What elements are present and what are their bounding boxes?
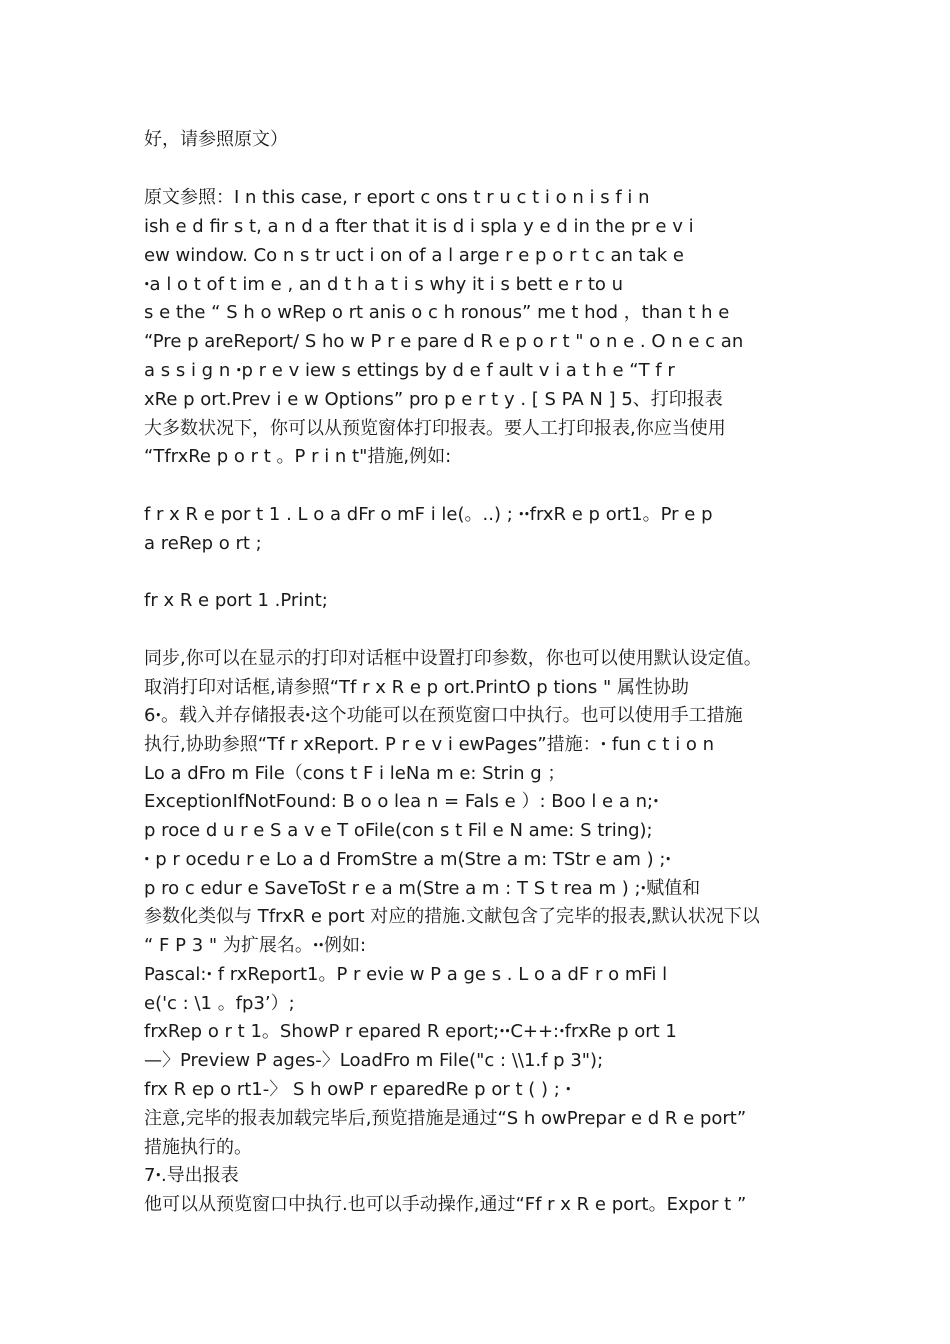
text-line: fr x R e port 1 .Print; — [144, 590, 328, 611]
text-line: —〉Preview P ages-〉LoadFro m File("c : \\1.f p 3"); — [144, 1050, 604, 1071]
text-line: f r x R e por t 1 . L o a dFr o mF i le(。..) ; ꞏꞏfrxR e p ort1。Pr e p — [144, 504, 713, 525]
text-line: a reRep o rt ; — [144, 533, 262, 554]
text-line: 同步,你可以在显示的打印对话框中设置打印参数，你也可以使用默认设定值。 — [144, 648, 762, 669]
text-line: ꞏ p r ocedu r e Lo a d FromStre a m(Stre a m: TStr e am ) ;ꞏ — [144, 849, 671, 870]
text-line: a s s i g n ꞏp r e v iew s ettings by d e f ault v i a t h e “T f r — [144, 360, 675, 381]
text-line: ew window. Co n s tr uct i on of a l arge r e p o r t c an tak e — [144, 245, 684, 266]
text-line: 大多数状况下，你可以从预览窗体打印报表。要人工打印报表,你应当使用 — [144, 418, 726, 439]
text-line: frxRep o r t 1。ShowP r epared R eport;ꞏꞏC++:ꞏfrxRe p ort 1 — [144, 1021, 677, 1042]
text-line: 原文参照：I n this case, r eport c ons t r u c t i o n i s f i n — [144, 187, 650, 208]
text-line: 执行,协助参照“Tf r xReport. P r e v i ewPages”措施：ꞏ fun c t i o n — [144, 734, 715, 755]
text-line: frx R ep o rt1-〉 S h owP r eparedRe p or t ( ) ; ꞏ — [144, 1079, 572, 1100]
text-line: p ro c edur e SaveToSt r e a m(Stre a m : T S t rea m ) ;ꞏ赋值和 — [144, 878, 701, 899]
text-line: p roce d u r e S a v e T oFile(con s t Fil e N ame: S tring); — [144, 820, 653, 841]
text-line: “Pre p areReport/ S ho w P r e pare d R e p o r t " o n e . O n e c an — [144, 331, 744, 352]
text-line: ish e d fir s t, a n d a fter that it is d i spla y e d in the pr e v i — [144, 216, 694, 237]
text-line: 取消打印对话框,请参照“Tf r x R e p ort.PrintO p tions " 属性协助 — [144, 677, 689, 698]
text-line: 措施执行的。 — [144, 1137, 252, 1158]
text-line: 他可以从预览窗口中执行.也可以手动操作,通过“Ff r x R e port。Expor t ” — [144, 1194, 747, 1215]
text-line: “TfrxRe p o r t 。P r i n t"措施,例如: — [144, 446, 452, 467]
text-line: 好，请参照原文） — [144, 129, 288, 150]
text-line: 7ꞏ.导出报表 — [144, 1165, 239, 1186]
text-line: 参数化类似与 TfrxR e port 对应的措施.文献包含了完毕的报表,默认状况下以 — [144, 906, 760, 927]
text-line: ExceptionIfNotFound: B o o lea n = Fals e ）: Boo l e a n;ꞏ — [144, 791, 659, 812]
text-line: “ F P 3 " 为扩展名。ꞏꞏ例如: — [144, 935, 367, 956]
text-line: Pascal:ꞏ f rxReport1。P r evie w P a ge s . L o a dF r o mFi l — [144, 964, 668, 985]
text-line: 注意,完毕的报表加载完毕后,预览措施是通过“S h owPrepar e d R e port” — [144, 1108, 747, 1129]
text-line: 6ꞏ。载入并存储报表ꞏ这个功能可以在预览窗口中执行。也可以使用手工措施 — [144, 705, 743, 726]
text-line: ꞏa l o t of t im e , an d t h a t i s why it i s bett e r to u — [144, 274, 624, 295]
text-line: s e the “ S h o wRep o rt anis o c h ronous” me t hod ，than t h e — [144, 302, 730, 323]
text-line: e('c : \1 。fp3’）; — [144, 993, 295, 1014]
text-line: Lo a dFro m File（cons t F i leNa m e: Strin g ； — [144, 763, 566, 784]
text-line: xRe p ort.Prev i e w Options” pro p e r t y . [ S PA N ] 5、打印报表 — [144, 389, 723, 410]
